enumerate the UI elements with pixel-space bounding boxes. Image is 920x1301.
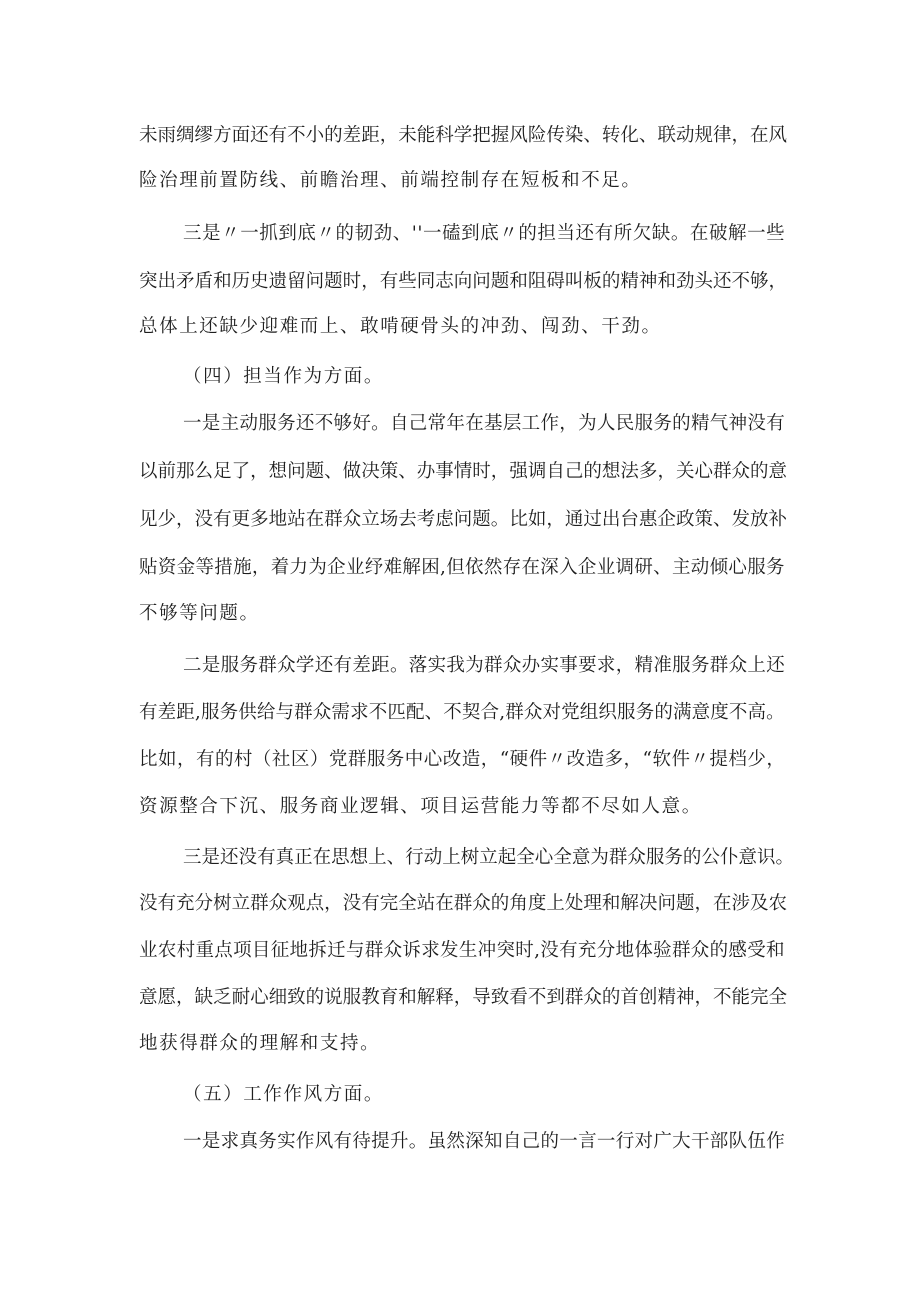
text-line: 地获得群众的理解和支持。 [139, 1033, 381, 1054]
text-line: 以 前 那 么 足 了 ， 想 问 题 、 做 决 策 、 办 事 情 时 ， 强 调 自 己 的 想 法 多 ， 关 心 群 众 的 意 [139, 461, 788, 482]
text-line: 比 如 ， 有 的 村 （ 社 区 ） 党 群 服 务 中 心 改 造 ， “ 硬 件 〃 改 造 多 ， “ 软 件 〃 提 档 少 ， [139, 749, 785, 770]
text-line: 有 差 距 , 服 务 供 给 与 群 众 需 求 不 匹 配 、 不 契 合 , 群 众 对 党 组 织 服 务 的 满 意 度 不 高 。 [139, 702, 785, 723]
section-heading: （五）工作作风方面。 [183, 1084, 385, 1105]
section-heading: （四）担当作为方面。 [183, 366, 385, 387]
text-line: 总体上还缺少迎难而上、敢啃硬骨头的冲劲、闯劲、干劲。 [139, 316, 662, 337]
text-line: 资源整合下沉、服务商业逻辑、项目运营能力等都不尽如人意。 [139, 796, 702, 817]
text-line: 意 愿 ， 缺 乏 耐 心 细 致 的 说 服 教 育 和 解 释 ， 导 致 看 不 到 群 众 的 首 创 精 神 ， 不 能 完 全 [139, 987, 788, 1008]
text-line: 没 有 充 分 树 立 群 众 观 点 ， 没 有 完 全 站 在 群 众 的 角 度 上 处 理 和 解 决 问 题 ， 在 涉 及 农 [139, 893, 788, 914]
text-line: 未 雨 绸 缪 方 面 还 有 不 小 的 差 距 ， 未 能 科 学 把 握 风 险 传 染 、 转 化 、 联 动 规 律 ， 在 风 [139, 125, 788, 146]
text-line: 一 是 求 真 务 实 作 风 有 待 提 升 。 虽 然 深 知 自 己 的 一 言 一 行 对 广 大 干 部 队 伍 作 [183, 1131, 785, 1152]
text-line: 见 少 ， 没 有 更 多 地 站 在 群 众 立 场 去 考 虑 问 题 。 比 如 ， 通 过 出 台 惠 企 政 策 、 发 放 补 [139, 509, 788, 530]
text-line: 业 农 村 重 点 项 目 征 地 拆 迁 与 群 众 诉 求 发 生 冲 突 时 , 没 有 充 分 地 体 验 群 众 的 感 受 和 [139, 940, 785, 961]
text-line: 二 是 服 务 群 众 学 还 有 差 距 。 落 实 我 为 群 众 办 实 事 要 求 ， 精 准 服 务 群 众 上 还 [183, 655, 785, 676]
text-line: 险治理前置防线、前瞻治理、前端控制存在短板和不足。 [139, 170, 642, 191]
text-line: 贴 资 金 等 措 施 ， 着 力 为 企 业 纾 难 解 困 , 但 依 然 存 在 深 入 企 业 调 研 、 主 动 倾 心 服 务 [139, 557, 785, 578]
text-line: 不够等问题。 [139, 603, 260, 624]
text-line: 一 是 主 动 服 务 还 不 够 好 。 自 己 常 年 在 基 层 工 作 ， 为 人 民 服 务 的 精 气 神 没 有 [183, 413, 785, 434]
text-line: 三 是 还 没 有 真 正 在 思 想 上 、 行 动 上 树 立 起 全 心 全 意 为 群 众 服 务 的 公 仆 意 识 。 [183, 847, 795, 868]
text-line: 三 是 〃 一 抓 到 底 〃 的 韧 劲 、 ' ' 一 磕 到 底 〃 的 担 当 还 有 所 欠 缺 。 在 破 解 一 些 [183, 223, 785, 244]
text-line: 突 出 矛 盾 和 历 史 遗 留 问 题 时 ， 有 些 同 志 向 问 题 和 阻 碍 叫 板 的 精 神 和 劲 头 还 不 够 ， [139, 271, 788, 292]
